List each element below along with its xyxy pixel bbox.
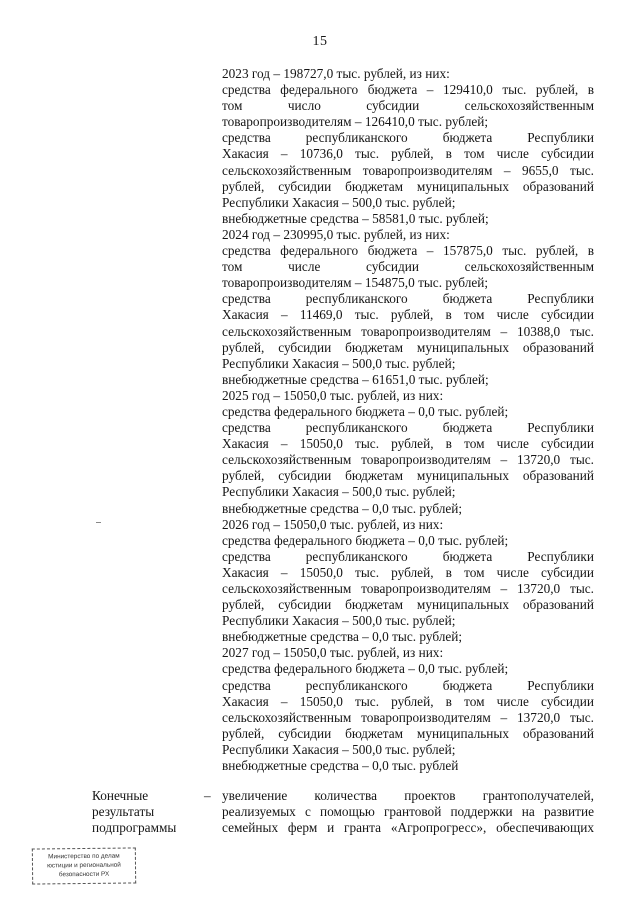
- funding-line: том числе субсидии сельскохозяйственным: [222, 259, 594, 275]
- funding-line: средства республиканского бюджета Республики: [222, 291, 594, 307]
- funding-line: сельскохозяйственным товаропроизводителям – 13720,0 тыс.: [222, 452, 594, 468]
- funding-line: Республики Хакасия – 500,0 тыс. рублей;: [222, 194, 456, 210]
- funding-line: внебюджетные средства – 0,0 тыс. рублей;: [222, 500, 463, 516]
- funding-line: сельскохозяйственным товаропроизводителям – 13720,0 тыс.: [222, 709, 594, 725]
- funding-line: Республики Хакасия – 500,0 тыс. рублей;: [222, 355, 456, 371]
- funding-line: сельскохозяйственным товаропроизводителям – 13720,0 тыс.: [222, 581, 594, 596]
- funding-line: 2023 год – 198727,0 тыс. рублей, из них:: [222, 66, 450, 81]
- funding-line: Республики Хакасия – 500,0 тыс. рублей;: [222, 741, 456, 757]
- funding-line: Хакасия – 10736,0 тыс. рублей, в том числе субсидии: [222, 146, 594, 162]
- results-label-line: подпрограммы: [92, 820, 177, 836]
- funding-line: средства федерального бюджета – 0,0 тыс. рублей;: [222, 403, 509, 419]
- funding-line: средства республиканского бюджета Республики: [222, 130, 594, 146]
- results-label-line: Конечные: [92, 788, 149, 803]
- funding-line: 2026 год – 15050,0 тыс. рублей, из них:: [222, 516, 444, 532]
- funding-breakdown: [222, 66, 594, 774]
- official-stamp: [32, 847, 136, 884]
- funding-line: рублей, субсидии бюджетам муниципальных образований: [222, 725, 594, 741]
- funding-line: Республики Хакасия – 500,0 тыс. рублей;: [222, 484, 456, 500]
- funding-line: рублей, субсидии бюджетам муниципальных образований: [222, 339, 594, 355]
- funding-line: Хакасия – 15050,0 тыс. рублей, в том числе субсидии: [222, 564, 594, 580]
- funding-line: средства федерального бюджета – 157875,0 тыс. рублей, в: [222, 243, 594, 259]
- margin-mark: [96, 522, 101, 523]
- results-label-line: результаты: [92, 804, 155, 820]
- funding-line: внебюджетные средства – 0,0 тыс. рублей: [222, 758, 459, 774]
- funding-line: сельскохозяйственным товаропроизводителям – 9655,0 тыс.: [222, 162, 594, 178]
- funding-line: внебюджетные средства – 61651,0 тыс. рублей;: [222, 371, 489, 387]
- funding-line: внебюджетные средства – 58581,0 тыс. рублей;: [222, 210, 489, 226]
- funding-line: средства федерального бюджета – 0,0 тыс. рублей;: [222, 532, 509, 548]
- funding-line: средства федерального бюджета – 129410,0 тыс. рублей, в: [222, 82, 594, 98]
- funding-line: 2024 год – 230995,0 тыс. рублей, из них:: [222, 226, 450, 242]
- funding-line: Хакасия – 11469,0 тыс. рублей, в том числе субсидии: [222, 307, 594, 323]
- funding-line: товаропроизводителям – 126410,0 тыс. рублей;: [222, 114, 489, 130]
- funding-line: внебюджетные средства – 0,0 тыс. рублей;: [222, 629, 463, 645]
- funding-line: 2025 год – 15050,0 тыс. рублей, из них:: [222, 387, 444, 403]
- funding-line: товаропроизводителям – 154875,0 тыс. рублей;: [222, 275, 489, 291]
- funding-line: рублей, субсидии бюджетам муниципальных образований: [222, 178, 594, 194]
- funding-line: средства федерального бюджета – 0,0 тыс. рублей;: [222, 661, 509, 677]
- results-text-line: семейных ферм и гранта «Агропрогресс», обеспечивающих: [222, 820, 594, 836]
- funding-line: Республики Хакасия – 500,0 тыс. рублей;: [222, 613, 456, 629]
- stamp-line: юстиции и региональной: [47, 861, 121, 870]
- results-dash: –: [204, 788, 211, 803]
- stamp-line: безопасности РХ: [58, 870, 110, 879]
- funding-line: средства республиканского бюджета Республики: [222, 677, 594, 693]
- funding-line: рублей, субсидии бюджетам муниципальных образований: [222, 468, 594, 484]
- funding-line: средства республиканского бюджета Республики: [222, 420, 594, 436]
- results-row: [92, 788, 594, 840]
- funding-line: Хакасия – 15050,0 тыс. рублей, в том числе субсидии: [222, 436, 594, 452]
- stamp-line: Министерство по делам: [48, 852, 120, 861]
- funding-line: Хакасия – 15050,0 тыс. рублей, в том числе субсидии: [222, 693, 594, 709]
- results-text-line: увеличение количества проектов грантополучателей,: [222, 788, 594, 803]
- funding-line: том число субсидии сельскохозяйственным: [222, 98, 594, 114]
- results-label: [92, 788, 202, 836]
- funding-line: сельскохозяйственным товаропроизводителям – 10388,0 тыс.: [222, 323, 594, 339]
- results-text-line: реализуемых с помощью грантовой поддержки на развитие: [222, 804, 594, 820]
- funding-line: средства республиканского бюджета Республики: [222, 548, 594, 564]
- funding-line: 2027 год – 15050,0 тыс. рублей, из них:: [222, 645, 444, 661]
- page-number: 15: [312, 34, 328, 49]
- funding-line: рублей, субсидии бюджетам муниципальных образований: [222, 597, 594, 613]
- results-text: [222, 788, 594, 836]
